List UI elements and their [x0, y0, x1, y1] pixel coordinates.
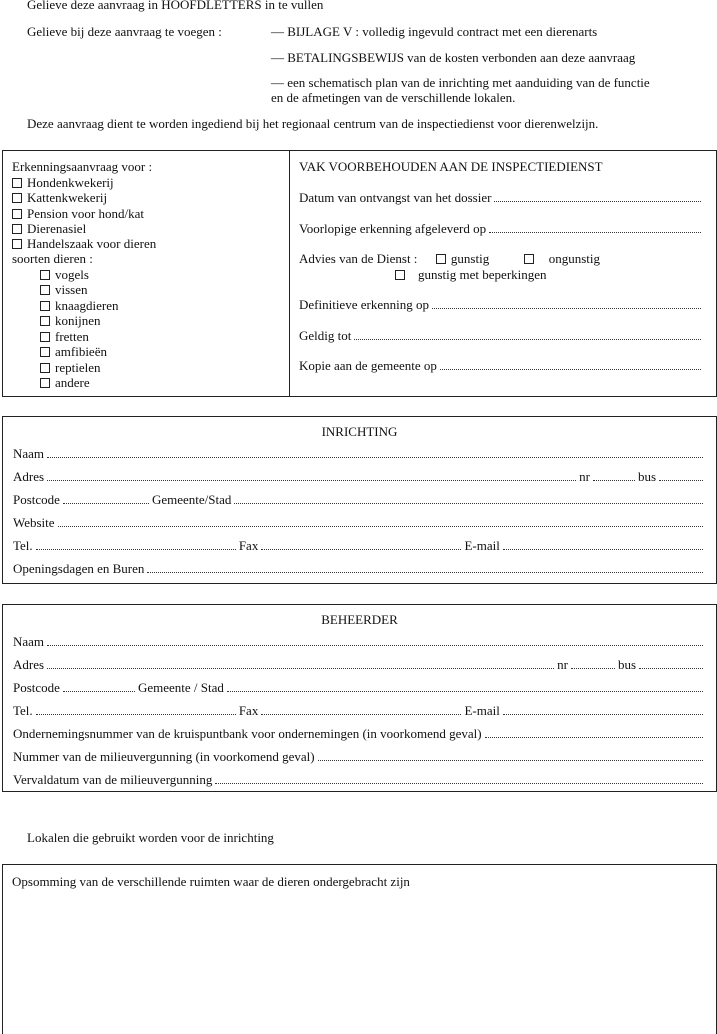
- species-option-rabbits[interactable]: konijnen: [40, 313, 101, 328]
- fill-line[interactable]: [47, 446, 703, 458]
- species-option-birds[interactable]: vogels: [40, 267, 89, 282]
- field-establishment-website[interactable]: Website: [13, 515, 706, 530]
- fill-line[interactable]: [36, 538, 236, 550]
- species-option-fish[interactable]: vissen: [40, 282, 88, 297]
- fill-line[interactable]: [227, 680, 703, 692]
- checkbox[interactable]: [12, 209, 22, 219]
- fill-line[interactable]: [234, 492, 703, 504]
- checkbox[interactable]: [436, 254, 446, 264]
- type-option-dog-breeding[interactable]: Hondenkwekerij: [12, 175, 114, 190]
- fill-line[interactable]: [47, 634, 703, 646]
- field-valid-until[interactable]: Geldig tot: [299, 328, 704, 343]
- advice-row: Advies van de Dienst : gunstig ongunstig: [299, 251, 601, 266]
- fill-line[interactable]: [503, 538, 703, 550]
- field-permit-expiry[interactable]: Vervaldatum van de milieuvergunning: [13, 772, 706, 787]
- attachment-item: — BETALINGSBEWIJS van de kosten verbonden aan deze aanvraag: [271, 50, 636, 65]
- submission-note: Deze aanvraag dient te worden ingediend bij het regionaal centrum van de inspectiedienst voor dierenwelzijn.: [27, 116, 599, 131]
- manager-section: [2, 604, 717, 792]
- fill-line[interactable]: [432, 297, 701, 309]
- checkbox[interactable]: [40, 363, 50, 373]
- fill-line[interactable]: [318, 749, 703, 761]
- checkbox[interactable]: [12, 239, 22, 249]
- recognition-title: Erkenningsaanvraag voor :: [12, 159, 153, 174]
- fill-line[interactable]: [58, 515, 703, 527]
- field-manager-contact[interactable]: Tel. Fax E-mail: [13, 703, 706, 718]
- advice-option-restricted[interactable]: gunstig met beperkingen: [395, 267, 547, 282]
- fill-line[interactable]: [47, 657, 554, 669]
- field-manager-address[interactable]: Adres nr bus: [13, 657, 706, 672]
- fill-line[interactable]: [63, 680, 135, 692]
- section-divider: [289, 151, 290, 396]
- fill-line[interactable]: [261, 538, 461, 550]
- advice-option-favourable[interactable]: gunstig: [436, 251, 489, 266]
- checkbox[interactable]: [40, 316, 50, 326]
- field-establishment-postcode[interactable]: Postcode Gemeente/Stad: [13, 492, 706, 507]
- checkbox[interactable]: [12, 178, 22, 188]
- species-option-other[interactable]: andere: [40, 375, 90, 390]
- fill-line[interactable]: [571, 657, 615, 669]
- establishment-section: [2, 416, 717, 584]
- species-option-rodents[interactable]: knaagdieren: [40, 298, 119, 313]
- type-option-cat-breeding[interactable]: Kattenkwekerij: [12, 190, 107, 205]
- fill-line[interactable]: [639, 657, 703, 669]
- fill-line[interactable]: [593, 469, 635, 481]
- premises-box-label: Opsomming van de verschillende ruimten waar de dieren ondergebracht zijn: [12, 874, 410, 889]
- fill-line[interactable]: [36, 703, 236, 715]
- field-establishment-address[interactable]: Adres nr bus: [13, 469, 706, 484]
- fill-line[interactable]: [147, 561, 703, 573]
- type-option-pet-shop[interactable]: Handelszaak voor dieren: [12, 236, 156, 251]
- fill-line[interactable]: [261, 703, 461, 715]
- advice-option-unfavourable[interactable]: ongunstig: [524, 251, 600, 266]
- type-option-boarding[interactable]: Pension voor hond/kat: [12, 206, 144, 221]
- premises-heading: Lokalen die gebruikt worden voor de inrichting: [27, 830, 274, 845]
- field-final-recognition[interactable]: Definitieve erkenning op: [299, 297, 704, 312]
- species-option-reptiles[interactable]: reptielen: [40, 360, 100, 375]
- fill-line[interactable]: [659, 469, 703, 481]
- attachment-item: — BIJLAGE V : volledig ingevuld contract met een dierenarts: [271, 24, 598, 39]
- field-establishment-opening[interactable]: Openingsdagen en Buren: [13, 561, 706, 576]
- checkbox[interactable]: [524, 254, 534, 264]
- fill-line[interactable]: [494, 190, 701, 202]
- species-option-amphibians[interactable]: amfibieën: [40, 344, 107, 359]
- species-option-ferrets[interactable]: fretten: [40, 329, 89, 344]
- field-environmental-permit[interactable]: Nummer van de milieuvergunning (in voorkomend geval): [13, 749, 706, 764]
- premises-box[interactable]: [2, 864, 717, 1034]
- checkbox[interactable]: [395, 270, 405, 280]
- attachment-item: en de afmetingen van de verschillende lokalen.: [271, 90, 516, 105]
- manager-title: BEHEERDER: [321, 612, 398, 627]
- field-copy-municipality[interactable]: Kopie aan de gemeente op: [299, 358, 704, 373]
- fill-line[interactable]: [354, 328, 701, 340]
- checkbox[interactable]: [40, 301, 50, 311]
- checkbox[interactable]: [40, 270, 50, 280]
- checkbox[interactable]: [40, 347, 50, 357]
- inspection-title: VAK VOORBEHOUDEN AAN DE INSPECTIEDIENST: [299, 159, 603, 174]
- checkbox[interactable]: [12, 193, 22, 203]
- field-provisional-recognition[interactable]: Voorlopige erkenning afgeleverd op: [299, 221, 704, 236]
- species-label: soorten dieren :: [12, 251, 93, 266]
- checkbox[interactable]: [40, 285, 50, 295]
- fill-line[interactable]: [63, 492, 149, 504]
- attachment-item: — een schematisch plan van de inrichting met aanduiding van de functie: [271, 75, 650, 90]
- instruction-uppercase: Gelieve deze aanvraag in HOOFDLETTERS in te vullen: [27, 0, 324, 12]
- field-manager-postcode[interactable]: Postcode Gemeente / Stad: [13, 680, 706, 695]
- fill-line[interactable]: [47, 469, 576, 481]
- fill-line[interactable]: [485, 726, 703, 738]
- field-date-received[interactable]: Datum van ontvangst van het dossier: [299, 190, 704, 205]
- checkbox[interactable]: [40, 332, 50, 342]
- field-establishment-contact[interactable]: Tel. Fax E-mail: [13, 538, 706, 553]
- establishment-title: INRICHTING: [321, 424, 398, 439]
- type-option-shelter[interactable]: Dierenasiel: [12, 221, 86, 236]
- checkbox[interactable]: [40, 378, 50, 388]
- field-enterprise-number[interactable]: Ondernemingsnummer van de kruispuntbank voor ondernemingen (in voorkomend geval): [13, 726, 706, 741]
- fill-line[interactable]: [489, 221, 701, 233]
- fill-line[interactable]: [215, 772, 703, 784]
- attachments-label: Gelieve bij deze aanvraag te voegen :: [27, 24, 222, 39]
- fill-line[interactable]: [503, 703, 703, 715]
- field-manager-name[interactable]: Naam: [13, 634, 706, 649]
- field-establishment-name[interactable]: Naam: [13, 446, 706, 461]
- fill-line[interactable]: [440, 358, 701, 370]
- checkbox[interactable]: [12, 224, 22, 234]
- recognition-section: [2, 150, 717, 397]
